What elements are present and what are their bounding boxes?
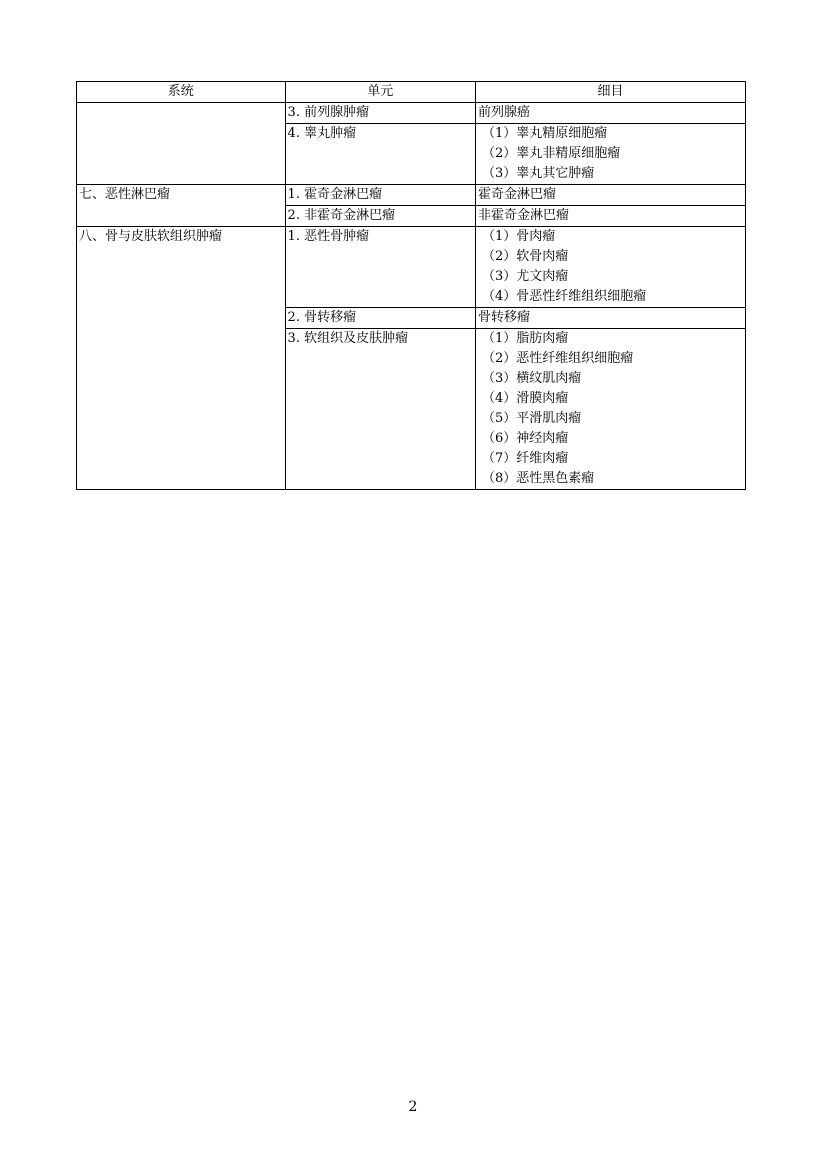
detail-item: （2）睾丸非精原细胞瘤	[481, 146, 621, 161]
detail-item: （4）滑膜肉瘤	[481, 391, 569, 406]
system-cell	[77, 103, 286, 185]
detail-item: （6）神经肉瘤	[481, 431, 569, 446]
detail-item: （1）骨肉瘤	[481, 229, 556, 244]
detail-cell	[475, 227, 745, 308]
system-cell: 七、恶性淋巴瘤	[77, 185, 286, 227]
system-cell: 八、骨与皮肤软组织肿瘤	[77, 227, 286, 490]
table-row	[77, 185, 746, 206]
detail-item: 前列腺癌	[477, 105, 530, 120]
detail-cell	[475, 124, 745, 185]
detail-cell	[475, 329, 745, 490]
unit-cell: 2. 非霍奇金淋巴瘤	[285, 206, 475, 227]
detail-item: （8）恶性黑色素瘤	[481, 471, 595, 486]
detail-item: （4）骨恶性纤维组织细胞瘤	[481, 289, 647, 304]
unit-cell: 3. 软组织及皮肤肿瘤	[285, 329, 475, 490]
detail-item: 骨转移瘤	[477, 310, 530, 325]
detail-cell	[475, 206, 745, 227]
detail-item: （1）脂肪肉瘤	[481, 331, 569, 346]
detail-item: 霍奇金淋巴瘤	[477, 187, 556, 202]
unit-cell: 1. 霍奇金淋巴瘤	[285, 185, 475, 206]
header-detail: 细目	[475, 82, 745, 103]
detail-item: （5）平滑肌肉瘤	[481, 411, 582, 426]
header-row	[77, 82, 746, 103]
unit-cell: 2. 骨转移瘤	[285, 308, 475, 329]
syllabus-table	[76, 81, 746, 490]
detail-item: （2）软骨肉瘤	[481, 249, 569, 264]
page-number: 2	[408, 1099, 418, 1115]
detail-item: （3）睾丸其它肿瘤	[481, 166, 595, 181]
table-body	[77, 103, 746, 490]
header-unit: 单元	[285, 82, 475, 103]
detail-item: （3）尤文肉瘤	[481, 269, 569, 284]
detail-item: （7）纤维肉瘤	[481, 451, 569, 466]
detail-cell	[475, 103, 745, 124]
detail-item: （1）睾丸精原细胞瘤	[481, 126, 608, 141]
detail-cell	[475, 308, 745, 329]
unit-cell: 1. 恶性骨肿瘤	[285, 227, 475, 308]
table-row	[77, 103, 746, 124]
detail-item: （3）横纹肌肉瘤	[481, 371, 582, 386]
table-row	[77, 227, 746, 308]
detail-item: 非霍奇金淋巴瘤	[477, 208, 569, 223]
detail-item: （2）恶性纤维组织细胞瘤	[481, 351, 634, 366]
unit-cell: 4. 睾丸肿瘤	[285, 124, 475, 185]
detail-cell	[475, 185, 745, 206]
header-system: 系统	[77, 82, 286, 103]
unit-cell: 3. 前列腺肿瘤	[285, 103, 475, 124]
